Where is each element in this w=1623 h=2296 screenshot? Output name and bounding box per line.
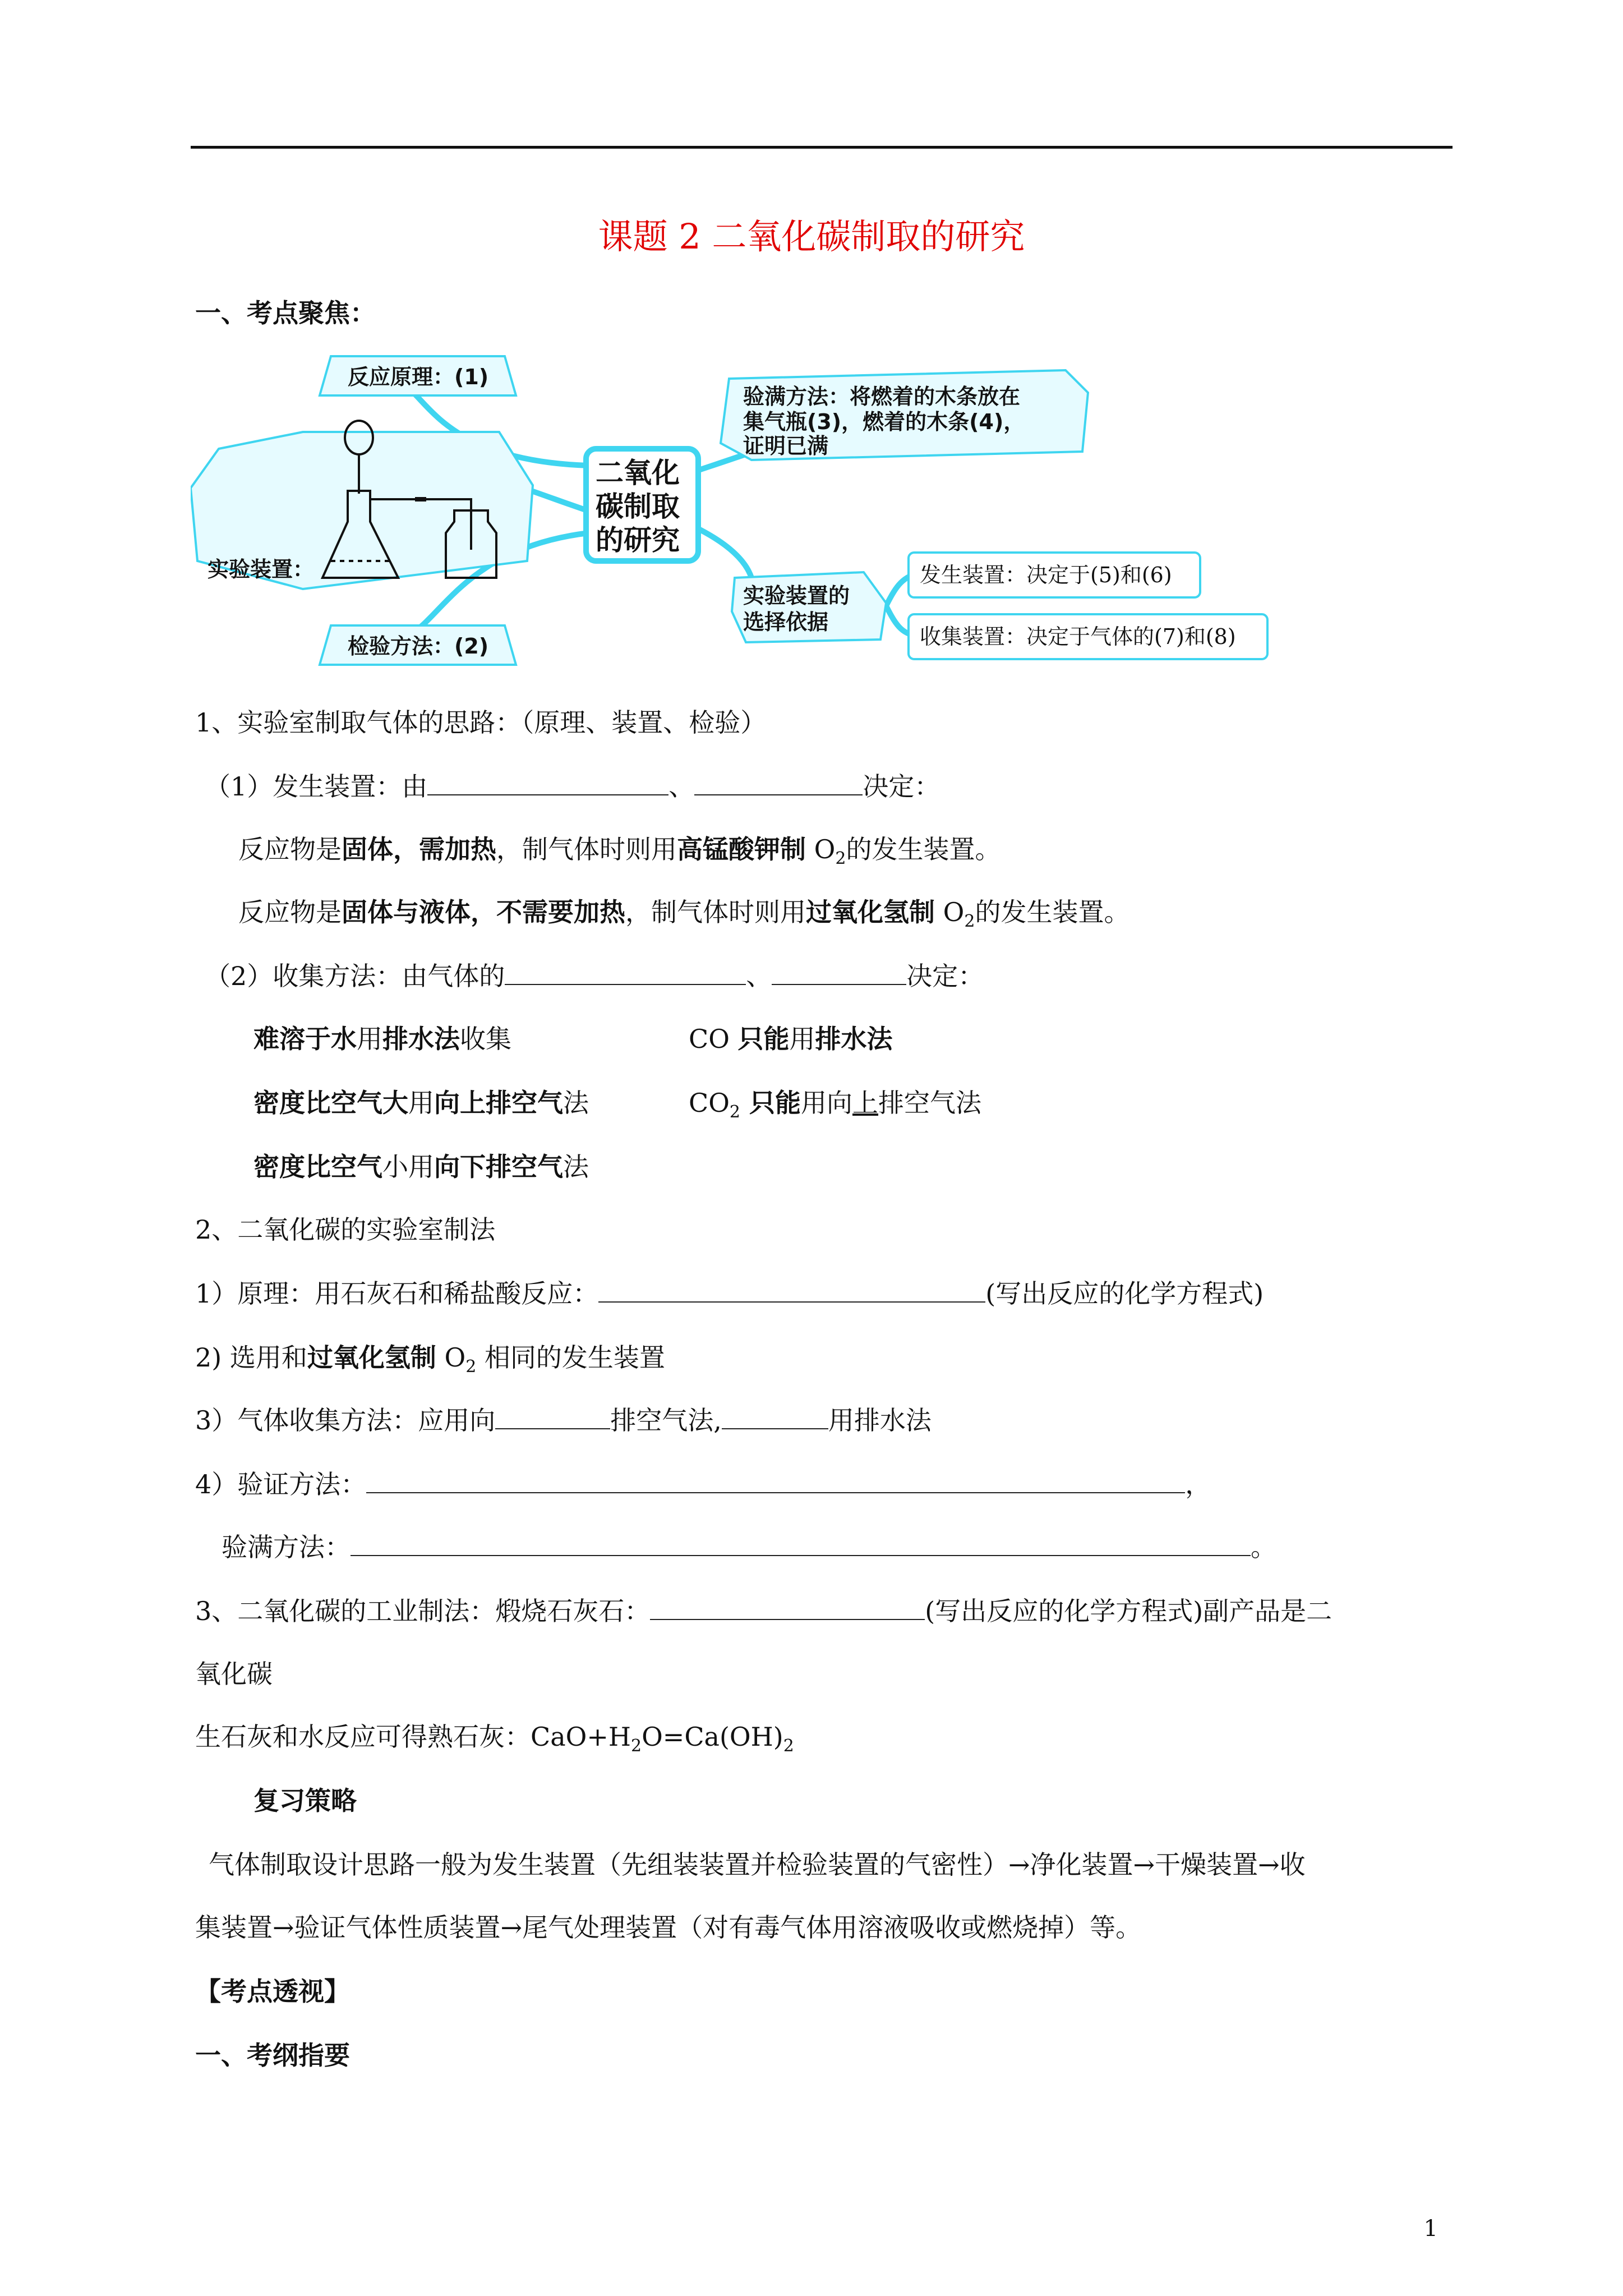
text-segment: 用向: [801, 1088, 853, 1118]
full-check-line-3: 证明已满: [743, 434, 829, 458]
text-bold: 排水法: [815, 1024, 893, 1054]
text-segment: 决定：: [863, 771, 940, 802]
text-segment: 收集: [460, 1024, 511, 1054]
blank-field: [694, 772, 863, 795]
text-segment: 排空气法,: [610, 1405, 722, 1435]
text-segment: 法: [563, 1088, 589, 1118]
text-segment: (写出反应的化学方程式): [985, 1278, 1264, 1309]
blank-field: [598, 1279, 985, 1303]
concept-mindmap: [191, 348, 1279, 684]
text-segment: O=Ca(OH): [642, 1722, 783, 1752]
review-strategy-heading: 复习策略: [253, 1786, 357, 1816]
text-segment: CO: [689, 1088, 730, 1118]
text-bold: 固体与液体，不需要加热: [342, 897, 625, 927]
test-method-text: 检验方法：(2): [348, 634, 489, 659]
text-segment: 生石灰和水反应可得熟石灰：CaO+H: [195, 1722, 631, 1752]
text-segment: O: [436, 1342, 466, 1373]
section-heading-outline: 一、考纲指要: [195, 2040, 350, 2070]
blank-field: [722, 1406, 828, 1429]
text-bold: 密度比空气大: [253, 1088, 408, 1118]
page-title: 课题 2 二氧化碳制取的研究: [598, 216, 1025, 257]
blank-field: [772, 961, 906, 985]
text-segment: 排空气法: [878, 1088, 982, 1118]
text-segment: ，制气体时则用: [496, 834, 677, 864]
text-underlined: 上: [852, 1088, 879, 1118]
subscript: 2: [465, 1357, 477, 1377]
section-heading-perspective: 【考点透视】: [195, 1976, 350, 2007]
text-segment: 用: [789, 1024, 815, 1054]
text-bold: 密度比空气: [253, 1152, 382, 1182]
center-line-2: 碳制取: [596, 490, 680, 523]
para-approach: 1、实验室制取气体的思路：（原理、装置、检验）: [195, 707, 767, 738]
text-segment: 1）原理：用石灰石和稀盐酸反应：: [195, 1278, 599, 1309]
text-segment: 反应物是: [238, 897, 342, 927]
para-principle: [195, 1277, 1264, 1310]
blank-field: [650, 1596, 925, 1620]
blank-field: [505, 961, 746, 985]
text-segment: （2）收集方法：由气体的: [205, 961, 505, 991]
text-segment: ，: [1185, 1469, 1211, 1499]
text-bold: 向上排空气: [434, 1088, 563, 1118]
text-bold: 只能: [737, 1024, 790, 1054]
subscript: 2: [729, 1102, 741, 1122]
text-bold: 高锰酸钾制: [677, 834, 806, 864]
para-co2-upward: [689, 1086, 981, 1129]
section-heading-focus: 一、考点聚焦：: [195, 298, 376, 328]
generator-text: 发生装置：决定于(5)和(6): [920, 563, 1172, 587]
para-full-check: [222, 1530, 1276, 1564]
para-solid-liquid: [238, 895, 1129, 938]
text-segment: 小用: [382, 1152, 434, 1182]
text-segment: 法: [563, 1152, 589, 1182]
text-segment: O: [806, 834, 836, 864]
text-bold: 向下排空气: [434, 1152, 563, 1182]
collector-text: 收集装置：决定于气体的(7)和(8): [920, 624, 1236, 649]
text-segment: 用: [357, 1024, 382, 1054]
connector-selection: [695, 527, 751, 578]
para-slaked-lime: [195, 1720, 794, 1763]
selection-line-2: 选择依据: [743, 610, 829, 634]
selection-line-1: 实验装置的: [743, 583, 850, 608]
subscript: 2: [631, 1736, 642, 1756]
text-segment: 用排水法: [828, 1405, 932, 1435]
para-co-water: [689, 1022, 893, 1056]
text-segment: 3、二氧化碳的工业制法：煅烧石灰石：: [195, 1596, 651, 1626]
blank-field: [495, 1406, 610, 1429]
text-bold: 只能: [740, 1088, 801, 1118]
para-collection-method: [205, 959, 984, 993]
para-lighter-air: [253, 1150, 589, 1184]
text-bold: 过氧化氢制: [806, 897, 935, 927]
text-segment: 、: [668, 771, 695, 802]
para-denser-air: [253, 1086, 589, 1120]
text-segment: CO: [689, 1024, 738, 1054]
para-industrial: [195, 1594, 1332, 1628]
blank-field: [427, 772, 668, 795]
text-segment: 的发生装置。: [846, 834, 1001, 864]
para-solid-heating: [238, 832, 1000, 876]
subscript: 2: [964, 912, 975, 931]
text-bold: 难溶于水: [253, 1024, 357, 1054]
text-bold: 固体，需加热: [342, 834, 496, 864]
subscript: 2: [835, 849, 846, 868]
text-segment: O: [935, 897, 965, 927]
text-segment: 反应物是: [238, 834, 342, 864]
text-segment: （1）发生装置：由: [205, 771, 428, 802]
blank-field: [351, 1533, 1251, 1556]
text-segment: 用: [408, 1088, 434, 1118]
text-segment: 、: [746, 961, 772, 991]
para-strategy-2: 集装置→验证气体性质装置→尾气处理装置（对有毒气体用溶液吸收或燃烧掉）等。: [195, 1912, 1142, 1943]
text-segment: 验满方法：: [222, 1532, 351, 1562]
text-segment: 。: [1251, 1532, 1276, 1562]
reaction-text: 反应原理：(1): [348, 365, 489, 389]
text-segment: 3）气体收集方法：应用向: [195, 1405, 496, 1435]
text-segment: 4）验证方法：: [195, 1469, 367, 1499]
apparatus-label: 实验装置：: [208, 557, 315, 582]
para-lab-method: 2、二氧化碳的实验室制法: [195, 1214, 496, 1245]
text-segment: 2) 选用和: [195, 1342, 307, 1373]
para-verify-method: [195, 1467, 1211, 1501]
para-generator-device: [205, 770, 940, 803]
para-water-insoluble: [253, 1022, 511, 1056]
text-segment: ，制气体时则用: [625, 897, 806, 927]
para-same-generator: [195, 1341, 665, 1384]
full-check-line-2: 集气瓶(3)，燃着的木条(4)，: [743, 409, 1025, 434]
blank-field: [366, 1470, 1185, 1493]
para-strategy-1: 气体制取设计思路一般为发生装置（先组装装置并检验装置的气密性）→净化装置→干燥装置→收: [209, 1849, 1306, 1880]
full-check-line-1: 验满方法：将燃着的木条放在: [743, 384, 1021, 409]
text-segment: (写出反应的化学方程式)副产品是二: [925, 1596, 1332, 1626]
text-bold: 排水法: [382, 1024, 460, 1054]
text-segment: 相同的发生装置: [476, 1342, 665, 1373]
center-line-1: 二氧化: [596, 457, 680, 489]
center-line-3: 的研究: [596, 524, 680, 556]
page-number: 1: [1423, 2216, 1438, 2242]
text-segment: 的发生装置。: [975, 897, 1130, 927]
text-segment: 决定：: [906, 961, 984, 991]
header-rule: [191, 146, 1453, 149]
para-industrial-cont: 氧化碳: [195, 1659, 273, 1689]
para-gas-collection: [195, 1404, 932, 1437]
subscript: 2: [783, 1736, 794, 1756]
text-bold: 过氧化氢制: [307, 1342, 436, 1373]
